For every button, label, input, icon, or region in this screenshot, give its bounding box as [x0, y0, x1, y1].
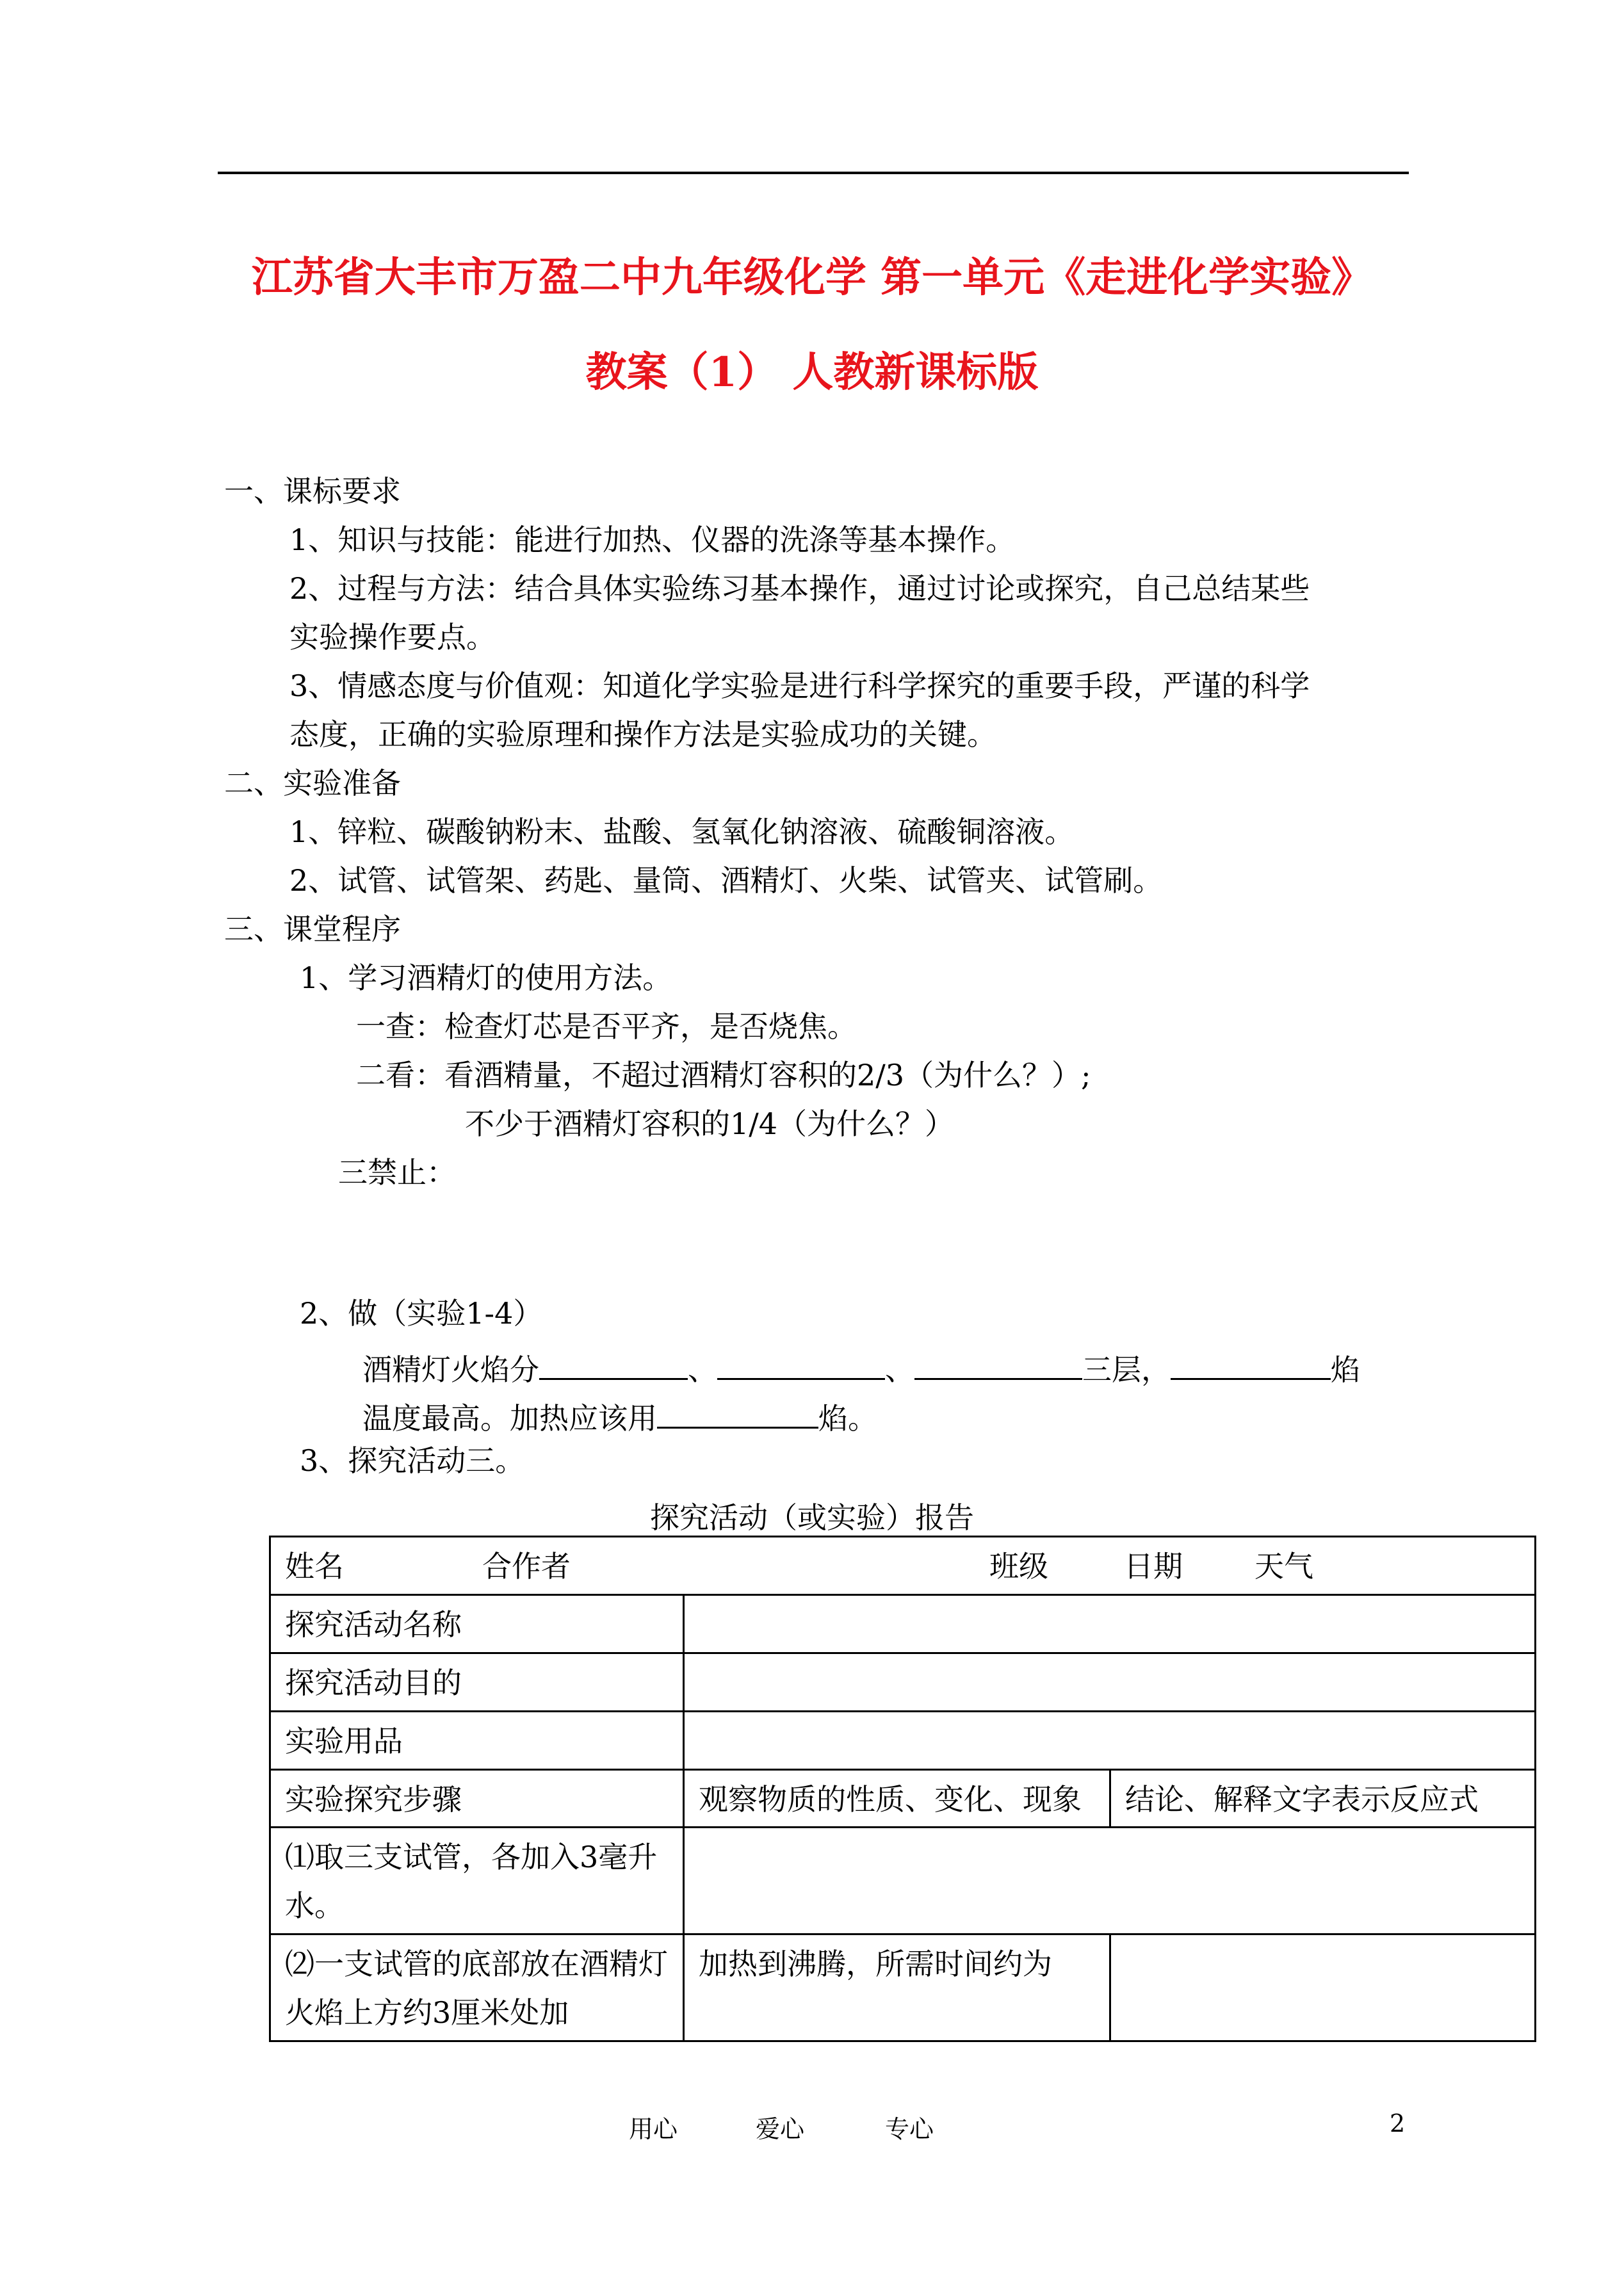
table-row-header	[270, 1537, 1536, 1595]
footer-text-1: 用心	[629, 2115, 678, 2143]
text-segment: 温度最高。加热应该用	[362, 1401, 657, 1436]
header-name: 姓名	[285, 1549, 344, 1584]
blank-line-1	[539, 1349, 688, 1380]
section3-look-cont: 不少于酒精灯容积的1/4（为什么？）	[465, 1107, 955, 1141]
step1-cell: ⑴取三支试管，各加入3毫升水。	[270, 1828, 684, 1934]
row-value	[684, 1711, 1536, 1769]
step1-value	[684, 1828, 1536, 1934]
text-segment: 、	[688, 1352, 717, 1387]
section1-heading: 一、课标要求	[224, 474, 401, 508]
table-row	[270, 1653, 1536, 1711]
section3-check: 一查：检查灯芯是否平齐，是否烧焦。	[356, 1009, 857, 1044]
step2-cell: ⑵一支试管的底部放在酒精灯火焰上方约3厘米处加	[270, 1934, 684, 2041]
section1-item3a: 3、情感态度与价值观：知道化学实验是进行科学探究的重要手段，严谨的科学	[289, 669, 1310, 703]
section2-item1: 1、锌粒、碳酸钠粉末、盐酸、氢氧化钠溶液、硫酸铜溶液。	[289, 815, 1075, 849]
header-date: 日期	[1124, 1549, 1183, 1584]
step2-conclusion	[1110, 1934, 1536, 2041]
section1-item1: 1、知识与技能：能进行加热、仪器的洗涤等基本操作。	[289, 523, 1016, 557]
table-row	[270, 1711, 1536, 1769]
flame-layers-line	[362, 1349, 1360, 1387]
table-row	[270, 1594, 1536, 1653]
report-table	[269, 1536, 1536, 2042]
text-segment: 焰	[1331, 1352, 1360, 1387]
header-rule	[218, 172, 1409, 174]
blank-line-3	[914, 1349, 1082, 1380]
footer-text-3: 专心	[885, 2115, 934, 2143]
table-row	[270, 1769, 1536, 1828]
observe-label: 观察物质的性质、变化、现象	[684, 1769, 1110, 1828]
section2-item2: 2、试管、试管架、药匙、量筒、酒精灯、火柴、试管夹、试管刷。	[289, 863, 1163, 898]
section1-item2a: 2、过程与方法：结合具体实验练习基本操作，通过讨论或探究，自己总结某些	[289, 571, 1310, 606]
document-title-line2: 教案（1） 人教新课标版	[585, 348, 1039, 396]
blank-line-4	[1171, 1349, 1331, 1380]
table-row	[270, 1934, 1536, 2041]
section3-look: 二看：看酒精量，不超过酒精灯容积的2/3（为什么？）;	[356, 1058, 1091, 1092]
table-header-cell	[270, 1537, 1536, 1595]
text-segment: 酒精灯火焰分	[362, 1352, 539, 1387]
blank-line-5	[657, 1397, 818, 1429]
document-title-line1: 江苏省大丰市万盈二中九年级化学 第一单元《走进化学实验》	[251, 254, 1373, 302]
section1-item3b: 态度，正确的实验原理和操作方法是实验成功的关键。	[289, 717, 996, 752]
row-label: 探究活动目的	[270, 1653, 684, 1711]
section3-prohibit: 三禁止：	[338, 1155, 456, 1190]
header-class: 班级	[989, 1549, 1048, 1584]
section3-heading: 三、课堂程序	[224, 912, 401, 946]
header-partner: 合作者	[482, 1549, 571, 1584]
row-value	[684, 1653, 1536, 1711]
conclusion-label: 结论、解释文字表示反应式	[1110, 1769, 1536, 1828]
section3-item3: 3、探究活动三。	[300, 1443, 525, 1478]
text-segment: 三层，	[1082, 1352, 1171, 1387]
footer-text-2: 爱心	[756, 2115, 805, 2143]
step2-observe: 加热到沸腾，所需时间约为	[684, 1934, 1110, 2041]
row-label: 实验用品	[270, 1711, 684, 1769]
text-segment: 、	[885, 1352, 914, 1387]
section3-item2: 2、做（实验1-4）	[300, 1296, 543, 1331]
section2-heading: 二、实验准备	[224, 766, 401, 800]
table-caption: 探究活动（或实验）报告	[650, 1500, 974, 1535]
row-value	[684, 1594, 1536, 1653]
flame-temp-line	[362, 1397, 877, 1436]
header-weather: 天气	[1255, 1549, 1313, 1584]
text-segment: 焰。	[818, 1401, 877, 1436]
blank-line-2	[717, 1349, 885, 1380]
row-label: 探究活动名称	[270, 1594, 684, 1653]
section3-item1: 1、学习酒精灯的使用方法。	[300, 961, 672, 995]
steps-label: 实验探究步骤	[270, 1769, 684, 1828]
section1-item2b: 实验操作要点。	[289, 620, 496, 654]
page-number: 2	[1390, 2109, 1406, 2137]
table-row	[270, 1828, 1536, 1934]
